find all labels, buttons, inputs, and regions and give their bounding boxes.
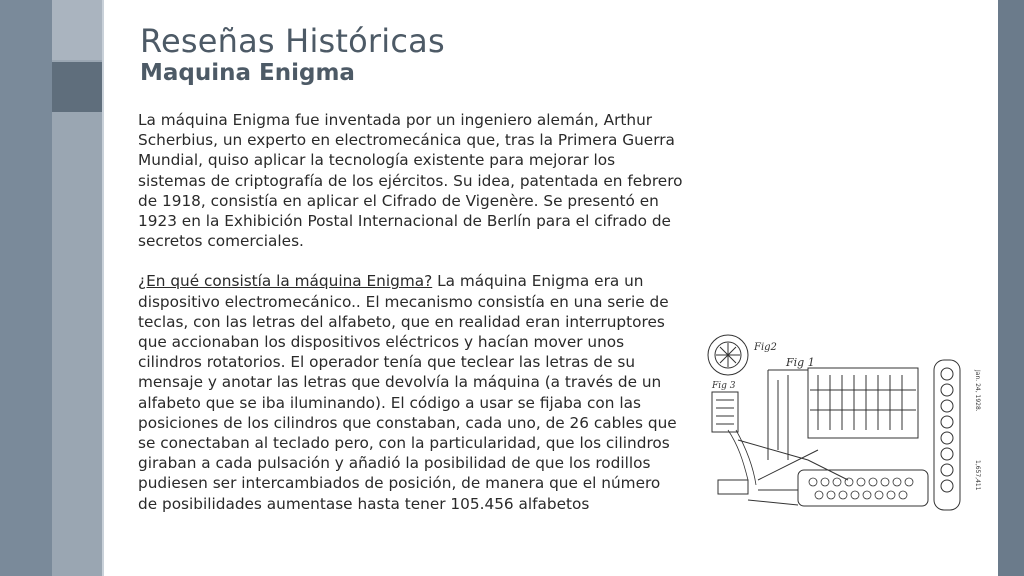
left-decor-block-light: [52, 0, 104, 60]
slide-body: [138, 110, 683, 534]
paragraph-history: La máquina Enigma fue inventada por un ingeniero alemán, Arthur Scherbius, un experto en electromecánica que, tras la Primera Guerra Mundial, quiso aplicar la tecnología existente para mejorar los sistemas de criptografía de los ejércitos. Su idea, patentada en febrero de 1918, consistía en aplicar el Cifrado de Vigenère. Se presentó en 1923 en la Exhibición Postal Internacional de Berlín para el cifrado de secretos comerciales.: [138, 111, 683, 251]
fig2-rotor-drawing: [708, 335, 748, 375]
patent-number-text: 1,657,411: [974, 460, 981, 491]
fig3-label: Fig 3: [712, 381, 736, 391]
left-decor-block-dark: [52, 62, 104, 112]
fig2-label: Fig2: [754, 342, 777, 353]
slide-subtitle: Maquina Enigma: [140, 60, 355, 86]
question-heading: ¿En qué consistía la máquina Enigma?: [138, 272, 433, 291]
fig1-machine-drawing: [718, 368, 928, 506]
left-decor-edge: [102, 0, 104, 576]
right-decor-bar: [998, 0, 1024, 576]
paragraph-mechanism: [138, 271, 683, 513]
fig3-gear-drawing: [712, 392, 738, 432]
patent-date-text: Jan. 24, 1928.: [974, 370, 981, 412]
slide-title: Reseñas Históricas: [140, 22, 445, 60]
key-column-drawing: [934, 360, 960, 510]
enigma-patent-drawing: [698, 330, 990, 518]
fig1-label: Fig 1: [786, 356, 815, 369]
mechanism-text: La máquina Enigma era un dispositivo electromecánico.. El mecanismo consistía en una serie de teclas, con las letras del alfabeto, que en realidad eran interruptores que accionaban los dispositivos eléctricos y hacían mover unos cilindros rotatorios. El operador tenía que teclear las letras de su mensaje y anotar las letras que devolvía la máquina (a través de un alfabeto que se iba iluminando). El código a usar se fijaba con las posiciones de los cilindros que constaban, cada uno, de 26 cables que se conectaban al teclado pero, con la particularidad, que los cilindros giraban a cada pulsación y añadió la posibilidad de que los rodillos pudiesen ser intercambiados de posición, de manera que el número de posibilidades aumentase hasta tener 105.456 alfabetos: [138, 272, 677, 513]
left-decor-bar-outer: [0, 0, 52, 576]
signature-drawing: [728, 430, 756, 485]
